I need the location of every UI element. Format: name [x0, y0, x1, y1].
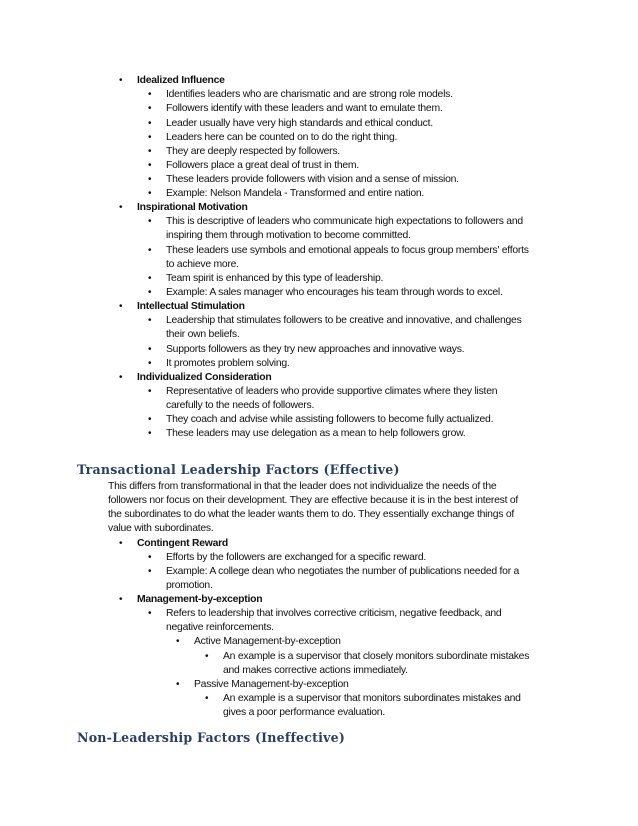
bullet-icon: •	[148, 566, 152, 577]
bullet-icon: •	[119, 202, 123, 213]
bullet-icon: •	[148, 344, 152, 355]
subgroup-title: Passive Management-by-exception	[194, 679, 349, 690]
list-item-continuation: negative reinforcements.	[166, 622, 274, 633]
bullet-icon: •	[148, 89, 152, 100]
list-item: Example: A sales manager who encourages his team through words to excel.	[166, 287, 503, 298]
bullet-icon: •	[176, 679, 180, 690]
bullet-icon: •	[148, 552, 152, 563]
paragraph-line: This differs from transformational in that the leader does not individualize the needs of the	[108, 481, 497, 492]
bullet-icon: •	[148, 358, 152, 369]
list-item: This is descriptive of leaders who communicate high expectations to followers and	[166, 216, 523, 227]
bullet-icon: •	[148, 174, 152, 185]
list-item-continuation: and makes corrective actions immediately.	[223, 665, 408, 676]
list-item: Leader usually have very high standards and ethical conduct.	[166, 118, 433, 129]
list-item: They are deeply respected by followers.	[166, 146, 340, 157]
bullet-icon: •	[119, 594, 123, 605]
bullet-icon: •	[205, 693, 209, 704]
list-item: Refers to leadership that involves corrective criticism, negative feedback, and	[166, 608, 502, 619]
list-item: Leadership that stimulates followers to be creative and innovative, and challenges	[166, 315, 522, 326]
list-item: Identifies leaders who are charismatic and are strong role models.	[166, 89, 453, 100]
subgroup-title: Active Management-by-exception	[194, 636, 341, 647]
list-item: An example is a supervisor that monitors subordinates mistakes and	[223, 693, 521, 704]
list-item-continuation: to achieve more.	[166, 259, 239, 270]
list-item: Representative of leaders who provide supportive climates where they listen	[166, 386, 498, 397]
group-title: Idealized Influence	[137, 75, 225, 86]
group-title: Intellectual Stimulation	[137, 301, 245, 312]
bullet-icon: •	[148, 160, 152, 171]
paragraph-line: followers nor focus on their development. They are effective because it is in the best interest of	[108, 495, 519, 506]
list-item-continuation: gives a poor performance evaluation.	[223, 707, 385, 718]
group-title: Contingent Reward	[137, 538, 228, 549]
section-heading: Transactional Leadership Factors (Effective)	[77, 462, 400, 477]
bullet-icon: •	[148, 103, 152, 114]
bullet-icon: •	[148, 245, 152, 256]
group-title: Individualized Consideration	[137, 372, 272, 383]
list-item-continuation: promotion.	[166, 580, 213, 591]
bullet-icon: •	[148, 315, 152, 326]
bullet-icon: •	[119, 301, 123, 312]
list-item: Leaders here can be counted on to do the right thing.	[166, 132, 398, 143]
bullet-icon: •	[119, 538, 123, 549]
group-title: Inspirational Motivation	[137, 202, 248, 213]
list-item-continuation: inspiring them through motivation to become committed.	[166, 230, 411, 241]
bullet-icon: •	[148, 414, 152, 425]
list-item: It promotes problem solving.	[166, 358, 290, 369]
list-item: These leaders provide followers with vision and a sense of mission.	[166, 174, 459, 185]
bullet-icon: •	[205, 651, 209, 662]
bullet-icon: •	[148, 428, 152, 439]
list-item-continuation: carefully to the needs of followers.	[166, 400, 315, 411]
bullet-icon: •	[148, 188, 152, 199]
bullet-icon: •	[148, 118, 152, 129]
list-item: Example: Nelson Mandela - Transformed and entire nation.	[166, 188, 425, 199]
list-item: Example: A college dean who negotiates the number of publications needed for a	[166, 566, 520, 577]
list-item: Team spirit is enhanced by this type of leadership.	[166, 273, 384, 284]
bullet-icon: •	[119, 75, 123, 86]
bullet-icon: •	[148, 146, 152, 157]
list-item-continuation: their own beliefs.	[166, 329, 240, 340]
bullet-icon: •	[148, 132, 152, 143]
bullet-icon: •	[148, 216, 152, 227]
bullet-icon: •	[119, 372, 123, 383]
list-item: Efforts by the followers are exchanged for a specific reward.	[166, 552, 427, 563]
bullet-icon: •	[148, 608, 152, 619]
group-title: Management-by-exception	[137, 594, 263, 605]
list-item: Supports followers as they try new approaches and innovative ways.	[166, 344, 465, 355]
bullet-icon: •	[148, 273, 152, 284]
list-item: An example is a supervisor that closely monitors subordinate mistakes	[223, 651, 530, 662]
bullet-icon: •	[176, 636, 180, 647]
bullet-icon: •	[148, 386, 152, 397]
paragraph-line: the subordinates to do what the leader wants them to do. They essentially exchange things of	[108, 509, 514, 520]
bullet-icon: •	[148, 287, 152, 298]
list-item: They coach and advise while assisting followers to become fully actualized.	[166, 414, 494, 425]
paragraph-line: value with subordinates.	[108, 523, 214, 534]
list-item: These leaders use symbols and emotional appeals to focus group members' efforts	[166, 245, 529, 256]
section-heading: Non-Leadership Factors (Ineffective)	[77, 730, 346, 745]
list-item: Followers place a great deal of trust in them.	[166, 160, 359, 171]
list-item: Followers identify with these leaders and want to emulate them.	[166, 103, 443, 114]
list-item: These leaders may use delegation as a mean to help followers grow.	[166, 428, 466, 439]
